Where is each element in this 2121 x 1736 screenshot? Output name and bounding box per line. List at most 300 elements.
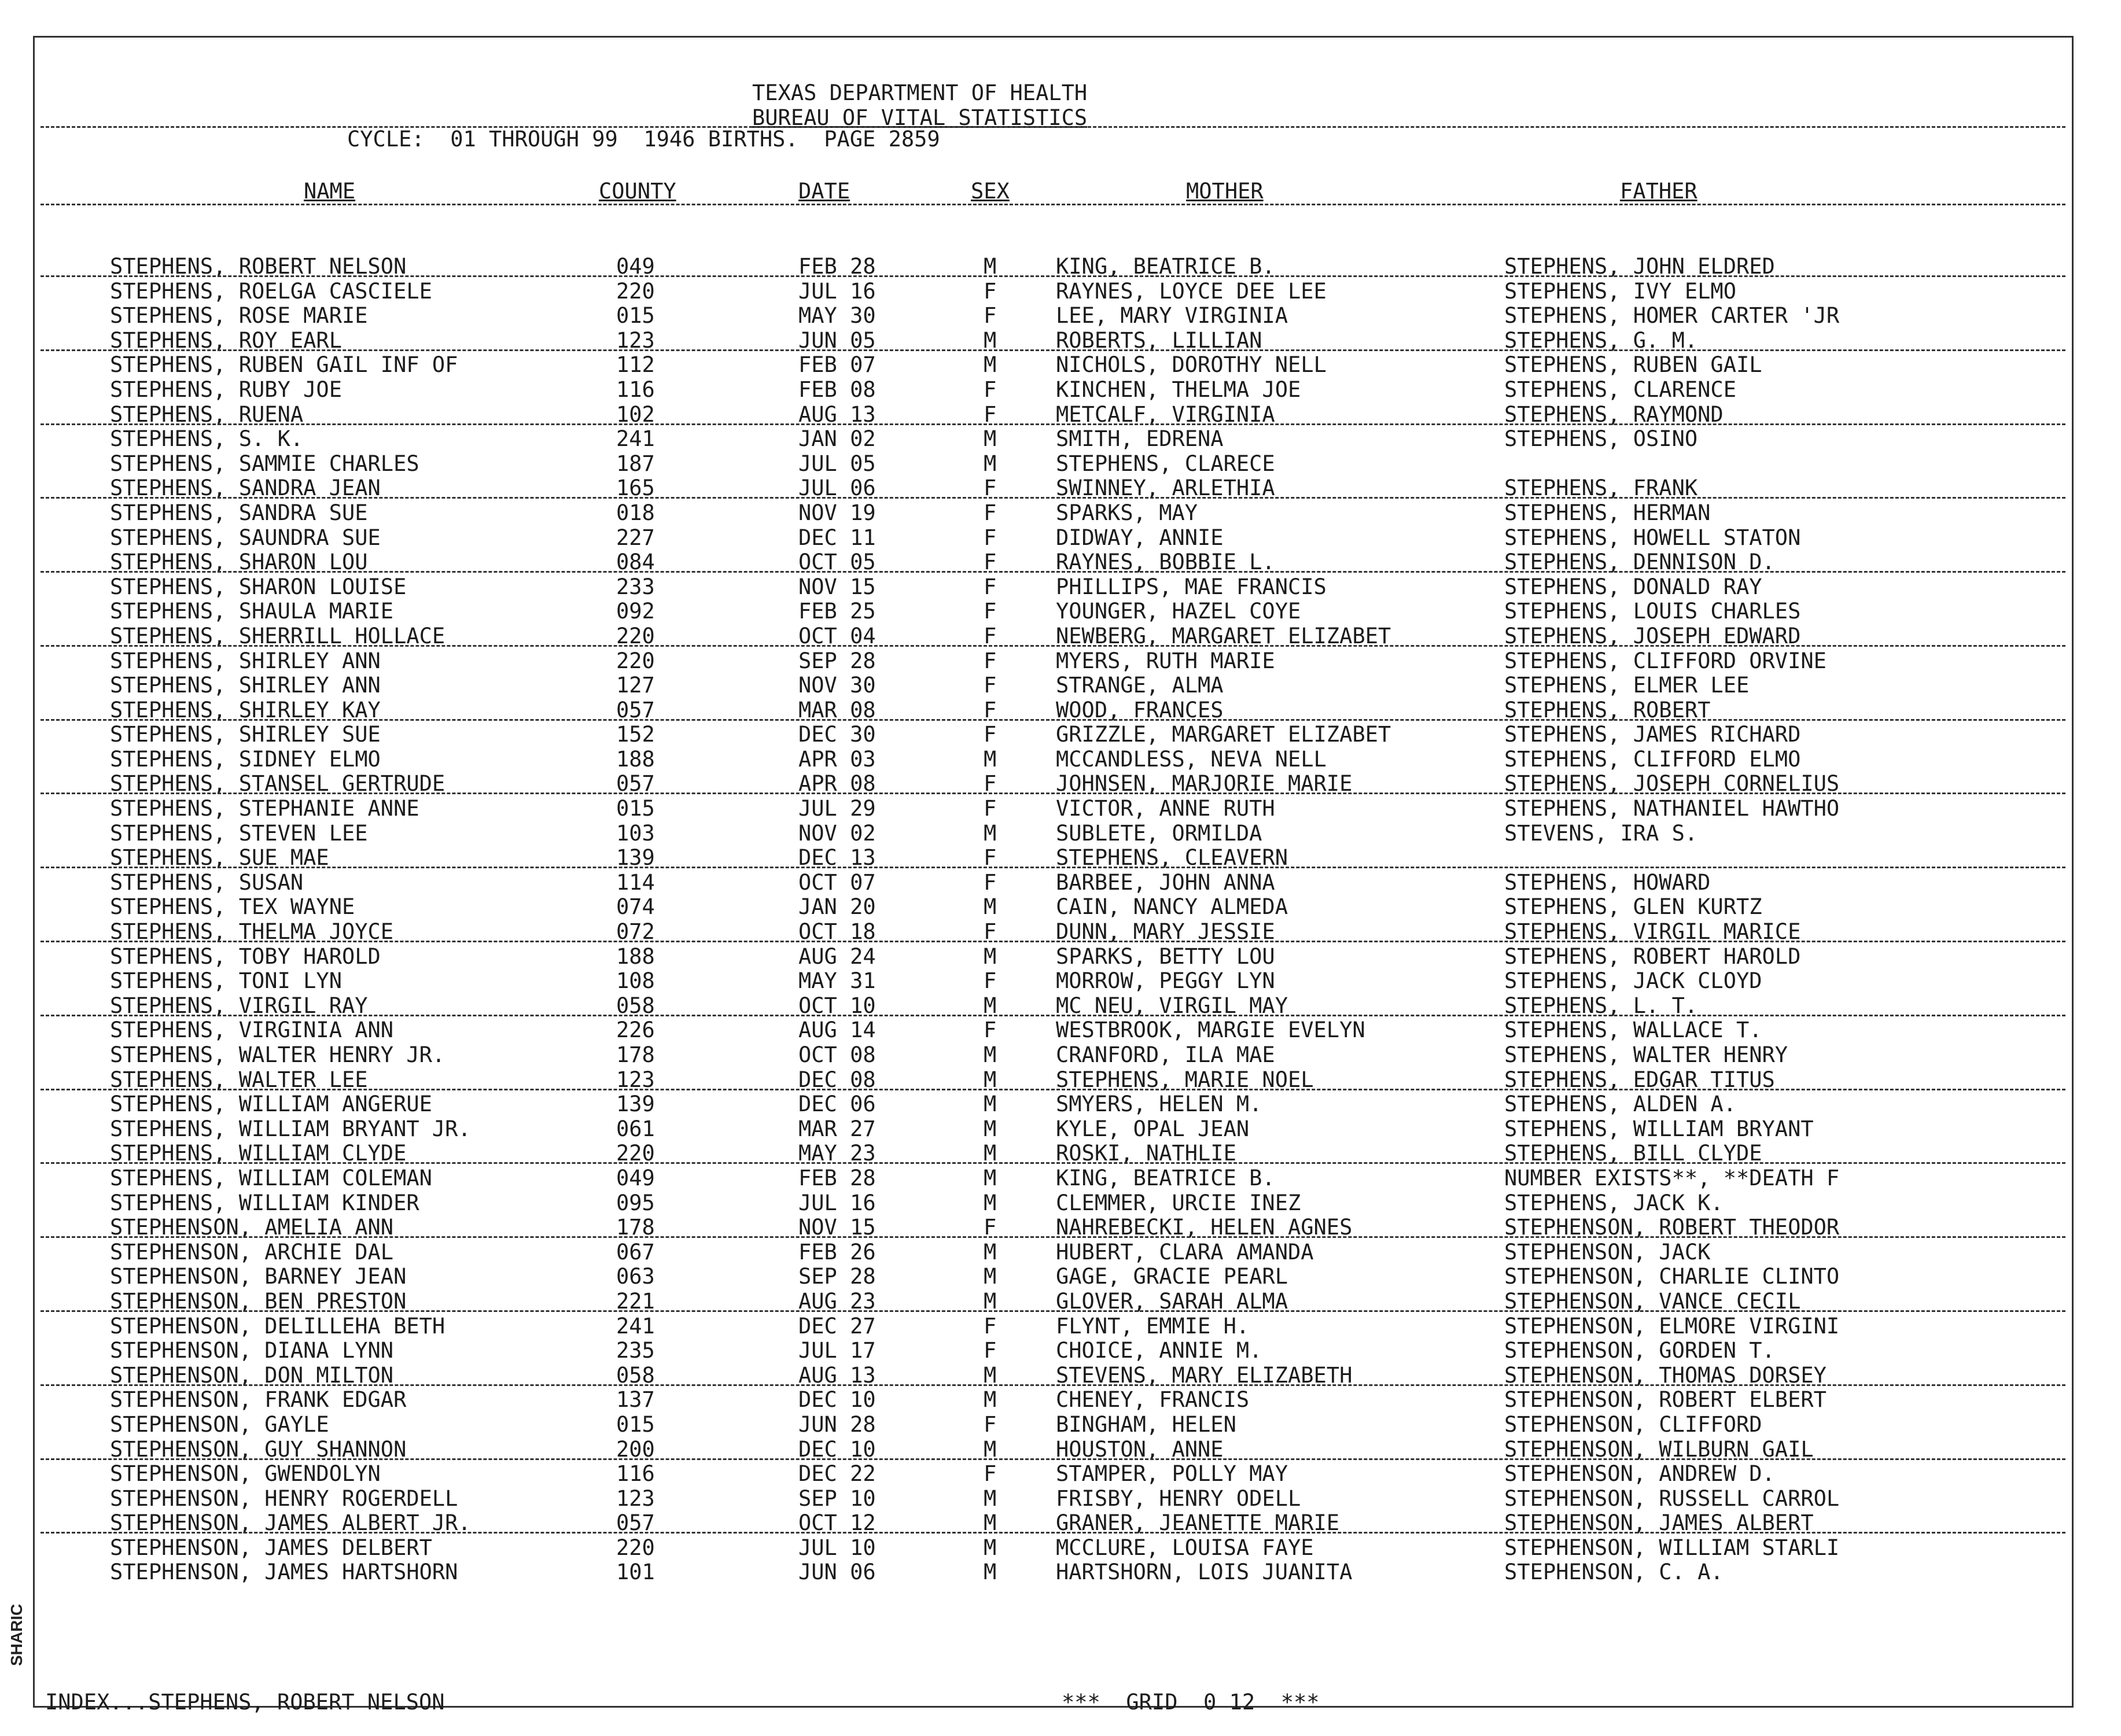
table-row — [0, 1043, 2121, 1068]
cell-name: STEPHENS, WILLIAM COLEMAN — [110, 1165, 432, 1190]
cell-mother: CRANFORD, ILA MAE — [1056, 1042, 1275, 1067]
cell-sex: F — [984, 377, 997, 402]
cell-father: STEPHENS, FRANK — [1504, 476, 1698, 501]
cell-father: STEPHENS, WALTER HENRY — [1504, 1042, 1788, 1067]
cell-father: STEPHENS, HOWARD — [1504, 869, 1711, 895]
cell-county: 226 — [616, 1018, 655, 1043]
cell-date: MAR 27 — [798, 1116, 876, 1141]
cell-date: OCT 18 — [798, 919, 876, 945]
cell-county: 061 — [616, 1116, 655, 1141]
cell-date: FEB 26 — [798, 1239, 876, 1265]
cell-name: STEPHENS, SUSAN — [110, 869, 304, 895]
cell-sex: F — [984, 648, 997, 673]
cell-sex: F — [984, 869, 997, 895]
cell-name: STEPHENS, VIRGIL RAY — [110, 993, 368, 1018]
cell-father: STEPHENSON, ANDREW D. — [1504, 1461, 1775, 1487]
cell-county: 123 — [616, 1067, 655, 1092]
cell-mother: FRISBY, HENRY ODELL — [1056, 1486, 1301, 1511]
cell-mother: MORROW, PEGGY LYN — [1056, 968, 1275, 994]
cell-father: STEPHENS, NATHANIEL HAWTHO — [1504, 796, 1840, 821]
cell-sex: M — [984, 1042, 997, 1067]
cell-date: FEB 07 — [798, 352, 876, 378]
cell-name: STEPHENS, WILLIAM BRYANT JR. — [110, 1116, 471, 1141]
cell-date: SEP 28 — [798, 648, 876, 673]
cell-date: DEC 30 — [798, 722, 876, 747]
cell-county: 227 — [616, 525, 655, 550]
cell-name: STEPHENS, TONI LYN — [110, 968, 342, 994]
cell-father: STEPHENS, BILL CLYDE — [1504, 1141, 1762, 1166]
cell-county: 165 — [616, 476, 655, 501]
cell-date: SEP 10 — [798, 1486, 876, 1511]
cell-sex: M — [984, 1116, 997, 1141]
cell-father: STEPHENSON, ROBERT ELBERT — [1504, 1387, 1827, 1413]
table-row — [0, 797, 2121, 821]
cell-father: STEPHENS, JOSEPH EDWARD — [1504, 623, 1801, 648]
cell-date: NOV 19 — [798, 500, 876, 525]
table-row — [0, 723, 2121, 747]
cell-father: STEPHENS, WALLACE T. — [1504, 1018, 1762, 1043]
table-row — [0, 1117, 2121, 1142]
cell-county: 116 — [616, 1461, 655, 1487]
cell-father: STEPHENS, JAMES RICHARD — [1504, 722, 1801, 747]
cell-father: STEPHENS, VIRGIL MARICE — [1504, 919, 1801, 945]
cell-sex: F — [984, 1461, 997, 1487]
cell-sex: M — [984, 1510, 997, 1536]
cell-county: 015 — [616, 796, 655, 821]
cell-mother: DIDWAY, ANNIE — [1056, 525, 1224, 550]
cell-name: STEPHENSON, DIANA LYNN — [110, 1338, 394, 1363]
cell-mother: ROSKI, NATHLIE — [1056, 1141, 1236, 1166]
cell-name: STEPHENS, SHARON LOUISE — [110, 574, 407, 599]
cell-county: 235 — [616, 1338, 655, 1363]
table-row — [0, 846, 2121, 871]
cell-father: STEPHENS, LOUIS CHARLES — [1504, 599, 1801, 624]
cell-sex: F — [984, 278, 997, 304]
cell-date: DEC 06 — [798, 1092, 876, 1117]
column-header-mother: MOTHER — [1186, 179, 1264, 204]
cell-father: STEPHENS, HOWELL STATON — [1504, 525, 1801, 550]
cell-sex: F — [984, 401, 997, 427]
cell-father: STEPHENSON, CLIFFORD — [1504, 1411, 1762, 1437]
table-row — [0, 255, 2121, 279]
table-row — [0, 994, 2121, 1019]
column-header-name: NAME — [304, 179, 356, 204]
cell-name: STEPHENS, WALTER HENRY JR. — [110, 1042, 445, 1067]
cell-father: STEPHENSON, VANCE CECIL — [1504, 1288, 1801, 1314]
cell-father: STEPHENS, G. M. — [1504, 327, 1698, 353]
cell-sex: M — [984, 1436, 997, 1462]
cell-mother: SPARKS, BETTY LOU — [1056, 943, 1275, 969]
cell-father: STEPHENS, OSINO — [1504, 426, 1698, 452]
cell-sex: F — [984, 1018, 997, 1043]
cell-father: STEPHENS, IVY ELMO — [1504, 278, 1736, 304]
table-row — [0, 476, 2121, 501]
cell-mother: LEE, MARY VIRGINIA — [1056, 303, 1288, 329]
cell-name: STEPHENS, SHIRLEY ANN — [110, 648, 381, 673]
cell-sex: F — [984, 673, 997, 698]
cell-sex: M — [984, 254, 997, 279]
cell-sex: F — [984, 771, 997, 797]
cell-county: 063 — [616, 1264, 655, 1289]
cell-name: STEPHENS, TOBY HAROLD — [110, 943, 381, 969]
cell-mother: CHOICE, ANNIE M. — [1056, 1338, 1262, 1363]
cell-mother: VICTOR, ANNE RUTH — [1056, 796, 1275, 821]
table-row — [0, 575, 2121, 600]
cell-county: 095 — [616, 1190, 655, 1215]
cell-sex: M — [984, 1288, 997, 1314]
cell-mother: BINGHAM, HELEN — [1056, 1411, 1236, 1437]
cell-sex: M — [984, 1067, 997, 1092]
column-header-county: COUNTY — [599, 179, 676, 204]
cell-name: STEPHENS, ROELGA CASCIELE — [110, 278, 432, 304]
cell-date: MAR 08 — [798, 697, 876, 723]
table-row — [0, 1289, 2121, 1314]
cell-county: 178 — [616, 1042, 655, 1067]
table-row — [0, 550, 2121, 575]
cell-date: AUG 13 — [798, 1362, 876, 1388]
table-row — [0, 1240, 2121, 1265]
cell-mother: YOUNGER, HAZEL COYE — [1056, 599, 1301, 624]
cell-name: STEPHENSON, ARCHIE DAL — [110, 1239, 394, 1265]
cell-mother: RAYNES, BOBBIE L. — [1056, 550, 1275, 575]
cell-father: STEPHENS, L. T. — [1504, 993, 1698, 1018]
cell-sex: F — [984, 722, 997, 747]
cell-date: DEC 11 — [798, 525, 876, 550]
cell-father: STEPHENS, GLEN KURTZ — [1504, 894, 1762, 920]
cell-mother: SMITH, EDRENA — [1056, 426, 1224, 452]
table-row — [0, 1092, 2121, 1117]
cell-date: OCT 12 — [798, 1510, 876, 1536]
cell-date: JUL 17 — [798, 1338, 876, 1363]
table-row — [0, 747, 2121, 772]
cell-mother: PHILLIPS, MAE FRANCIS — [1056, 574, 1327, 599]
table-row — [0, 427, 2121, 452]
cell-mother: WESTBROOK, MARGIE EVELYN — [1056, 1018, 1365, 1043]
cell-father: STEPHENS, ROBERT — [1504, 697, 1711, 723]
cell-county: 057 — [616, 1510, 655, 1536]
cell-mother: MCCANDLESS, NEVA NELL — [1056, 746, 1327, 772]
cell-county: 123 — [616, 327, 655, 353]
cell-mother: MCCLURE, LOUISA FAYE — [1056, 1535, 1314, 1560]
table-row — [0, 1363, 2121, 1388]
cell-father: STEPHENS, DONALD RAY — [1504, 574, 1762, 599]
cell-county: 233 — [616, 574, 655, 599]
cell-name: STEPHENS, SHIRLEY SUE — [110, 722, 381, 747]
cell-father: STEPHENS, CLIFFORD ORVINE — [1504, 648, 1827, 673]
cell-county: 112 — [616, 352, 655, 378]
table-row — [0, 1413, 2121, 1438]
cell-county: 220 — [616, 278, 655, 304]
cell-date: SEP 28 — [798, 1264, 876, 1289]
cell-county: 139 — [616, 845, 655, 871]
cell-father: STEPHENSON, ELMORE VIRGINI — [1504, 1313, 1840, 1339]
cell-name: STEPHENSON, AMELIA ANN — [110, 1215, 394, 1240]
cell-date: NOV 15 — [798, 574, 876, 599]
header-rule-top — [40, 126, 2065, 128]
cell-father: STEPHENS, ELMER LEE — [1504, 673, 1750, 698]
table-row — [0, 1438, 2121, 1462]
cell-name: STEPHENS, SHERRILL HOLLACE — [110, 623, 445, 648]
table-row — [0, 1314, 2121, 1339]
cell-county: 220 — [616, 648, 655, 673]
cell-name: STEPHENS, SIDNEY ELMO — [110, 746, 381, 772]
cell-name: STEPHENS, WILLIAM KINDER — [110, 1190, 419, 1215]
cell-name: STEPHENSON, JAMES DELBERT — [110, 1535, 432, 1560]
table-row — [0, 1536, 2121, 1561]
cell-date: AUG 23 — [798, 1288, 876, 1314]
cell-date: FEB 28 — [798, 254, 876, 279]
cell-father: STEPHENS, WILLIAM BRYANT — [1504, 1116, 1814, 1141]
table-row — [0, 871, 2121, 895]
cell-county: 127 — [616, 673, 655, 698]
cell-name: STEPHENS, TEX WAYNE — [110, 894, 355, 920]
cell-mother: KYLE, OPAL JEAN — [1056, 1116, 1250, 1141]
cell-county: 187 — [616, 451, 655, 476]
table-row — [0, 599, 2121, 624]
cell-sex: F — [984, 845, 997, 871]
cell-county: 139 — [616, 1092, 655, 1117]
cell-county: 116 — [616, 377, 655, 402]
cell-name: STEPHENSON, HENRY ROGERDELL — [110, 1486, 458, 1511]
cell-name: STEPHENS, ROBERT NELSON — [110, 254, 407, 279]
cell-name: STEPHENSON, BEN PRESTON — [110, 1288, 407, 1314]
cell-sex: F — [984, 550, 997, 575]
cell-mother: STEPHENS, MARIE NOEL — [1056, 1067, 1314, 1092]
cell-sex: M — [984, 943, 997, 969]
table-row — [0, 1511, 2121, 1536]
cell-date: DEC 27 — [798, 1313, 876, 1339]
table-row — [0, 821, 2121, 846]
cell-father: STEPHENS, EDGAR TITUS — [1504, 1067, 1775, 1092]
table-row — [0, 329, 2121, 353]
cell-date: JUN 28 — [798, 1411, 876, 1437]
table-row — [0, 1141, 2121, 1166]
cell-county: 015 — [616, 1411, 655, 1437]
cell-county: 241 — [616, 426, 655, 452]
cell-mother: STEPHENS, CLEAVERN — [1056, 845, 1288, 871]
cell-sex: M — [984, 352, 997, 378]
cell-father: STEPHENS, JACK K. — [1504, 1190, 1724, 1215]
cell-mother: KING, BEATRICE B. — [1056, 254, 1275, 279]
cell-county: 152 — [616, 722, 655, 747]
cell-father: STEPHENSON, WILBURN GAIL — [1504, 1436, 1814, 1462]
cell-name: STEPHENS, SHIRLEY ANN — [110, 673, 381, 698]
cell-name: STEPHENS, S. K. — [110, 426, 304, 452]
cell-name: STEPHENS, WILLIAM ANGERUE — [110, 1092, 432, 1117]
cell-date: DEC 10 — [798, 1436, 876, 1462]
cell-sex: F — [984, 1338, 997, 1363]
cell-date: DEC 08 — [798, 1067, 876, 1092]
table-row — [0, 624, 2121, 649]
cell-county: 101 — [616, 1560, 655, 1585]
cell-date: AUG 24 — [798, 943, 876, 969]
cell-father: STEPHENS, JACK CLOYD — [1504, 968, 1762, 994]
table-row — [0, 353, 2121, 378]
column-header-rule — [40, 204, 2065, 205]
cell-date: OCT 10 — [798, 993, 876, 1018]
cell-father: STEPHENS, HERMAN — [1504, 500, 1711, 525]
cell-sex: M — [984, 1486, 997, 1511]
cell-father: STEPHENSON, JACK — [1504, 1239, 1711, 1265]
cell-sex: M — [984, 426, 997, 452]
cell-mother: KING, BEATRICE B. — [1056, 1165, 1275, 1190]
cell-mother: GRANER, JEANETTE MARIE — [1056, 1510, 1340, 1536]
cell-sex: F — [984, 919, 997, 945]
cell-mother: SUBLETE, ORMILDA — [1056, 820, 1262, 846]
cell-name: STEPHENSON, GAYLE — [110, 1411, 329, 1437]
cell-mother: STRANGE, ALMA — [1056, 673, 1224, 698]
table-row — [0, 1191, 2121, 1216]
cell-date: FEB 08 — [798, 377, 876, 402]
cell-name: STEPHENS, THELMA JOYCE — [110, 919, 394, 945]
cell-sex: M — [984, 820, 997, 846]
cell-mother: JOHNSEN, MARJORIE MARIE — [1056, 771, 1353, 797]
bureau-title: BUREAU OF VITAL STATISTICS — [752, 105, 1088, 130]
cell-date: FEB 25 — [798, 599, 876, 624]
cell-mother: GLOVER, SARAH ALMA — [1056, 1288, 1288, 1314]
cell-father: STEPHENS, DENNISON D. — [1504, 550, 1775, 575]
cell-county: 049 — [616, 1165, 655, 1190]
cell-name: STEPHENS, ROY EARL — [110, 327, 342, 353]
cell-mother: NICHOLS, DOROTHY NELL — [1056, 352, 1327, 378]
cell-name: STEPHENS, VIRGINIA ANN — [110, 1018, 394, 1043]
cell-mother: SMYERS, HELEN M. — [1056, 1092, 1262, 1117]
cell-date: OCT 08 — [798, 1042, 876, 1067]
cell-county: 188 — [616, 746, 655, 772]
cell-sex: M — [984, 894, 997, 920]
cell-father: STEPHENS, ALDEN A. — [1504, 1092, 1736, 1117]
cell-county: 220 — [616, 1141, 655, 1166]
cell-county: 103 — [616, 820, 655, 846]
cell-date: OCT 05 — [798, 550, 876, 575]
cell-mother: HOUSTON, ANNE — [1056, 1436, 1224, 1462]
cell-date: AUG 14 — [798, 1018, 876, 1043]
cell-mother: RAYNES, LOYCE DEE LEE — [1056, 278, 1327, 304]
cell-sex: F — [984, 1215, 997, 1240]
cell-mother: SPARKS, MAY — [1056, 500, 1198, 525]
cell-sex: M — [984, 746, 997, 772]
cell-name: STEPHENSON, DON MILTON — [110, 1362, 394, 1388]
cell-father: STEPHENS, JOSEPH CORNELIUS — [1504, 771, 1840, 797]
index-footer: INDEX...STEPHENS, ROBERT NELSON — [45, 1690, 445, 1715]
cell-sex: F — [984, 303, 997, 329]
cell-date: JUL 05 — [798, 451, 876, 476]
cell-mother: CLEMMER, URCIE INEZ — [1056, 1190, 1301, 1215]
cell-county: 067 — [616, 1239, 655, 1265]
cell-name: STEPHENS, WILLIAM CLYDE — [110, 1141, 407, 1166]
cell-sex: F — [984, 1313, 997, 1339]
table-row — [0, 1560, 2121, 1585]
cell-name: STEPHENS, RUENA — [110, 401, 304, 427]
cell-county: 084 — [616, 550, 655, 575]
cell-sex: F — [984, 525, 997, 550]
table-row — [0, 304, 2121, 329]
cell-name: STEPHENSON, JAMES HARTSHORN — [110, 1560, 458, 1585]
cell-name: STEPHENSON, FRANK EDGAR — [110, 1387, 407, 1413]
cell-mother: CHENEY, FRANCIS — [1056, 1387, 1250, 1413]
cell-father: STEPHENS, ROBERT HAROLD — [1504, 943, 1801, 969]
cell-county: 018 — [616, 500, 655, 525]
cell-county: 058 — [616, 993, 655, 1018]
cell-date: JUL 29 — [798, 796, 876, 821]
cell-father: STEPHENSON, CHARLIE CLINTO — [1504, 1264, 1840, 1289]
cell-sex: F — [984, 599, 997, 624]
cell-father: STEPHENS, HOMER CARTER 'JR — [1504, 303, 1840, 329]
cell-sex: F — [984, 968, 997, 994]
grid-footer: *** GRID 0 12 *** — [1062, 1690, 1320, 1715]
column-header-date: DATE — [798, 179, 850, 204]
cell-sex: F — [984, 796, 997, 821]
cell-mother: GAGE, GRACIE PEARL — [1056, 1264, 1288, 1289]
cell-date: MAY 31 — [798, 968, 876, 994]
cell-county: 074 — [616, 894, 655, 920]
cell-date: APR 03 — [798, 746, 876, 772]
table-row — [0, 1215, 2121, 1240]
cell-name: STEPHENSON, DELILLEHA BETH — [110, 1313, 445, 1339]
department-title: TEXAS DEPARTMENT OF HEALTH — [752, 80, 1088, 105]
cell-sex: M — [984, 1387, 997, 1413]
cell-date: DEC 13 — [798, 845, 876, 871]
cell-date: MAY 23 — [798, 1141, 876, 1166]
cell-father: STEPHENS, RUBEN GAIL — [1504, 352, 1762, 378]
cell-sex: M — [984, 1560, 997, 1585]
cell-county: 114 — [616, 869, 655, 895]
cell-mother: STEPHENS, CLARECE — [1056, 451, 1275, 476]
cell-date: JAN 20 — [798, 894, 876, 920]
cell-father: STEPHENSON, JAMES ALBERT — [1504, 1510, 1814, 1536]
cell-name: STEPHENS, SHIRLEY KAY — [110, 697, 381, 723]
table-row — [0, 969, 2121, 994]
table-row — [0, 772, 2121, 797]
side-label: SHARIC — [8, 1604, 25, 1666]
cell-sex: F — [984, 697, 997, 723]
cell-mother: KINCHEN, THELMA JOE — [1056, 377, 1301, 402]
cell-father: NUMBER EXISTS**, **DEATH F — [1504, 1165, 1840, 1190]
cell-mother: NEWBERG, MARGARET ELIZABET — [1056, 623, 1391, 648]
cell-date: JUL 06 — [798, 476, 876, 501]
cell-sex: M — [984, 1264, 997, 1289]
cell-sex: M — [984, 1092, 997, 1117]
cell-county: 188 — [616, 943, 655, 969]
cell-date: NOV 02 — [798, 820, 876, 846]
table-row — [0, 452, 2121, 477]
cell-father: STEPHENS, JOHN ELDRED — [1504, 254, 1775, 279]
table-row — [0, 526, 2121, 551]
table-row — [0, 403, 2121, 427]
table-row — [0, 1487, 2121, 1512]
cell-name: STEPHENS, SUE MAE — [110, 845, 329, 871]
cell-date: APR 08 — [798, 771, 876, 797]
cell-sex: M — [984, 993, 997, 1018]
cell-mother: DUNN, MARY JESSIE — [1056, 919, 1275, 945]
table-row — [0, 673, 2121, 698]
cell-mother: MYERS, RUTH MARIE — [1056, 648, 1275, 673]
cell-father: STEVENS, IRA S. — [1504, 820, 1698, 846]
cell-sex: M — [984, 1535, 997, 1560]
cell-county: 108 — [616, 968, 655, 994]
cell-sex: F — [984, 623, 997, 648]
cell-name: STEPHENS, STANSEL GERTRUDE — [110, 771, 445, 797]
cell-date: JUL 10 — [798, 1535, 876, 1560]
table-row — [0, 279, 2121, 304]
cell-date: NOV 15 — [798, 1215, 876, 1240]
cell-sex: M — [984, 1141, 997, 1166]
cell-father: STEPHENS, RAYMOND — [1504, 401, 1724, 427]
cell-father: STEPHENSON, GORDEN T. — [1504, 1338, 1775, 1363]
table-row — [0, 1462, 2121, 1487]
cell-name: STEPHENS, SANDRA SUE — [110, 500, 368, 525]
table-row — [0, 945, 2121, 970]
